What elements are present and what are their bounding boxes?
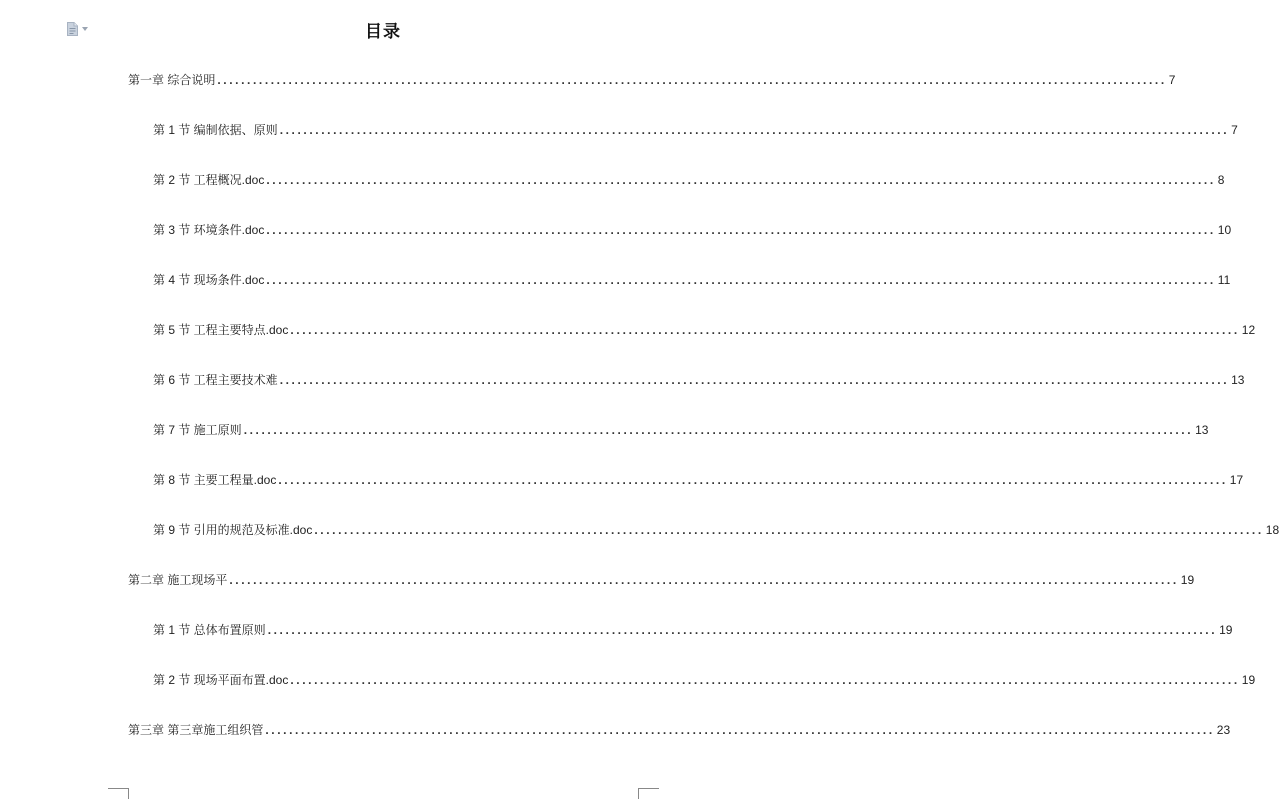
toc-entry-label: 第 1 节 总体布置原则 xyxy=(153,623,266,637)
toc-entry-label: 第 2 节 工程概况.doc xyxy=(153,173,265,187)
toc-page-number: 19 xyxy=(1219,623,1233,637)
toc-chapter-entry[interactable] xyxy=(128,72,1176,88)
toc-dot-leader: ................................................................................................................................................................ xyxy=(314,523,1264,537)
page-corner-mark-right xyxy=(638,788,659,799)
toc-section-entry[interactable] xyxy=(153,322,1256,338)
toc-section-entry[interactable] xyxy=(153,272,1231,288)
page-title: 目录 xyxy=(365,22,401,41)
toc-page-number: 19 xyxy=(1180,573,1195,587)
toc-section-entry[interactable] xyxy=(153,622,1233,638)
toc-section-entry[interactable] xyxy=(153,672,1256,688)
toc-section-entry[interactable] xyxy=(153,522,1279,538)
toc-section-entry[interactable] xyxy=(153,222,1232,238)
toc-entry-label: 第 4 节 现场条件.doc xyxy=(153,273,265,287)
toc-dot-leader: ................................................................................................................................................................ xyxy=(267,623,1218,637)
page-corner-mark-left xyxy=(108,788,129,799)
toc-entry-label: 第 5 节 工程主要特点.doc xyxy=(153,323,289,337)
toc-dot-leader: ................................................................................................................................................................ xyxy=(266,223,1216,237)
toc-dot-leader: ................................................................................................................................................................ xyxy=(229,573,1179,587)
toc-chapter-entry[interactable] xyxy=(128,722,1231,738)
toc-dot-leader: ................................................................................................................................................................ xyxy=(290,673,1240,687)
toc-entry-label: 第二章 施工现场平 xyxy=(128,573,228,587)
toc-entry-label: 第 1 节 编制依据、原则 xyxy=(153,123,278,137)
toc-dot-leader: ................................................................................................................................................................ xyxy=(265,723,1215,737)
toc-chapter-entry[interactable] xyxy=(128,572,1195,588)
toc-page-number: 12 xyxy=(1241,323,1256,337)
toc-page-number: 13 xyxy=(1231,373,1245,387)
toc-dot-leader: ................................................................................................................................................................ xyxy=(217,73,1167,87)
toc-page-number: 13 xyxy=(1195,423,1209,437)
toc-page-number: 23 xyxy=(1216,723,1231,737)
toc-entry-label: 第 9 节 引用的规范及标准.doc xyxy=(153,523,313,537)
toc-page-number: 8 xyxy=(1217,173,1225,187)
toc-entry-label: 第 8 节 主要工程量.doc xyxy=(153,473,277,487)
toc-entry-label: 第 3 节 环境条件.doc xyxy=(153,223,265,237)
toc-entry-label: 第 6 节 工程主要技术难 xyxy=(153,373,278,387)
toc-page-number: 11 xyxy=(1217,273,1231,287)
toc-dot-leader: ................................................................................................................................................................ xyxy=(266,173,1216,187)
toc-section-entry[interactable] xyxy=(153,422,1209,438)
toc-section-entry[interactable] xyxy=(153,172,1225,188)
toc-entry-label: 第三章 第三章施工组织管 xyxy=(128,723,264,737)
toc-entry-label: 第 7 节 施工原则 xyxy=(153,423,242,437)
toc-section-entry[interactable] xyxy=(153,472,1244,488)
toc-entry-label: 第一章 综合说明 xyxy=(128,73,216,87)
toc-page-number: 7 xyxy=(1231,123,1238,137)
toc-page-number: 10 xyxy=(1217,223,1232,237)
toc-page-number: 7 xyxy=(1168,73,1176,87)
toc-dot-leader: ................................................................................................................................................................ xyxy=(243,423,1194,437)
toc-entry-label: 第 2 节 现场平面布置.doc xyxy=(153,673,289,687)
toc-dot-leader: ................................................................................................................................................................ xyxy=(290,323,1240,337)
toc-section-entry[interactable] xyxy=(153,122,1238,138)
toc-section-entry[interactable] xyxy=(153,372,1245,388)
toc-dot-leader: ................................................................................................................................................................ xyxy=(279,123,1230,137)
toc-dot-leader: ................................................................................................................................................................ xyxy=(266,273,1216,287)
toc-page-number: 17 xyxy=(1229,473,1244,487)
toc-page-number: 18 xyxy=(1265,523,1279,537)
toc-page-number: 19 xyxy=(1241,673,1256,687)
toc-dot-leader: ................................................................................................................................................................ xyxy=(279,373,1230,387)
toc-dot-leader: ................................................................................................................................................................ xyxy=(278,473,1228,487)
